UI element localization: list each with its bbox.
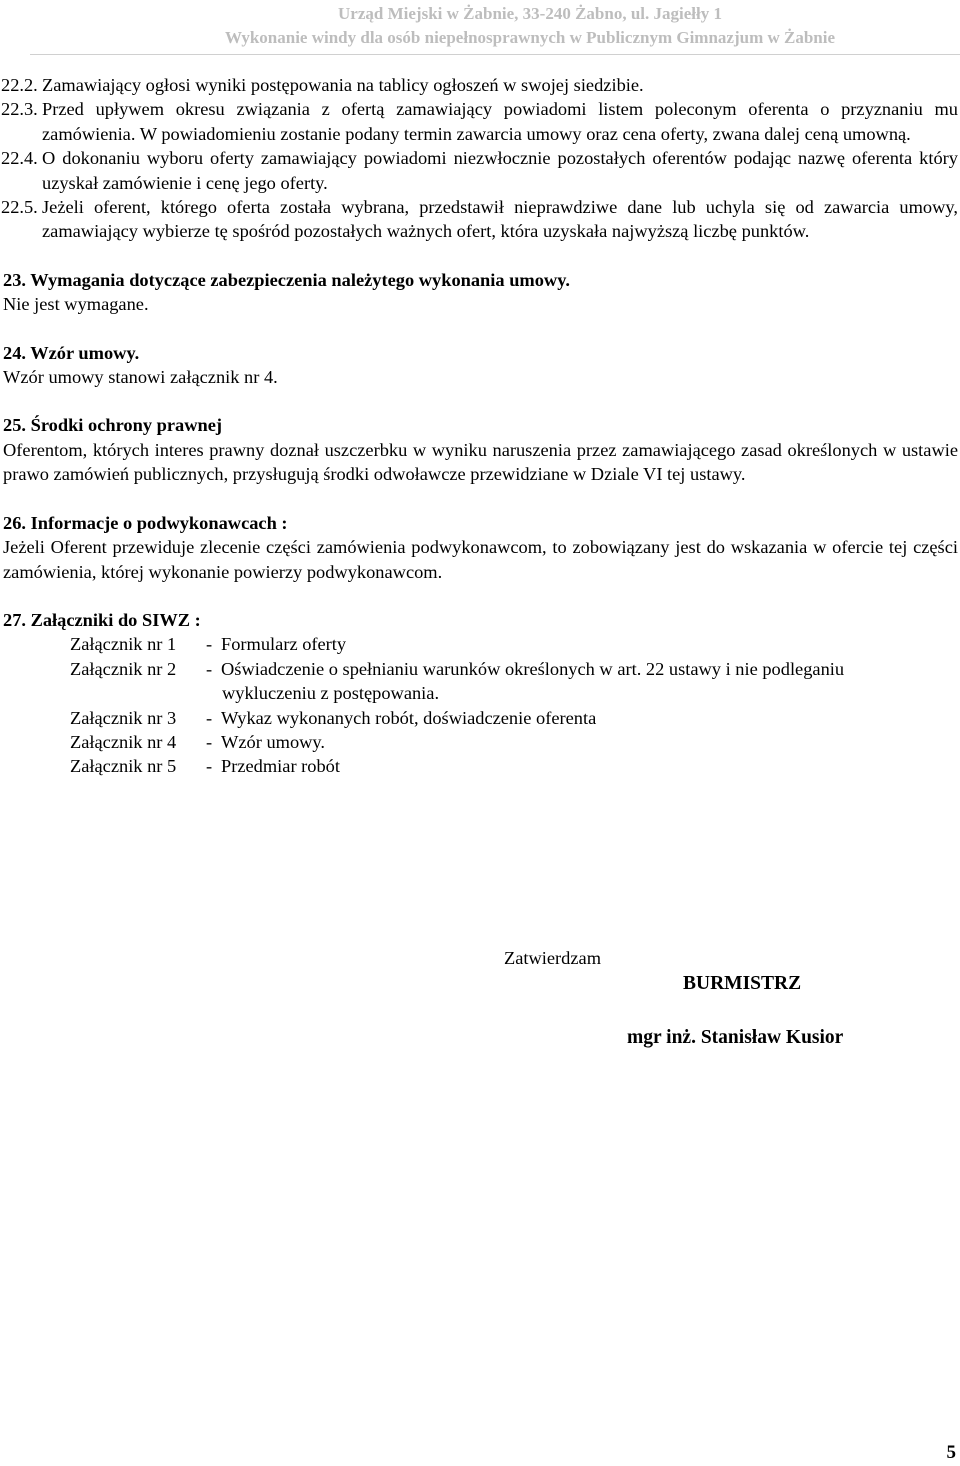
- section-24-contract-template: [0, 341, 958, 390]
- attachment-1: [0, 632, 958, 656]
- section-heading: 24. Wzór umowy.: [3, 342, 140, 363]
- attachment-dash: -: [206, 707, 213, 728]
- clause-text: Jeżeli oferent, którego oferta została wybrana, przedstawił nieprawdziwe dane lub uchyla się od zawarcia umowy, zamawiający wybierze tę spośród pozostałych ważnych ofert, która uzyskała najwyższą liczbę punktów.: [42, 197, 958, 242]
- attachment-label: Załącznik nr 1: [70, 634, 177, 655]
- section-heading: 25. Środki ochrony prawnej: [3, 415, 223, 436]
- header-address: Urząd Miejski w Żabnie, 33-240 Żabno, ul. Jagiełły 1: [338, 4, 722, 23]
- clause-text: O dokonaniu wyboru oferty zamawiający powiadomi niezwłocznie pozostałych oferentów podając nazwę oferenta który uzyskał zamówienie i cenę jego oferty.: [42, 148, 958, 193]
- attachment-dash: -: [206, 731, 213, 752]
- clause-text: Przed upływem okresu związania z ofertą zamawiający powiadomi listem poleconym oferenta o przyznaniu mu zamówienia. W powiadomieniu zostanie podany termin zawarcia umowy oraz cena oferty, zwana dalej ceną umowną.: [42, 99, 958, 144]
- header-project-title: Wykonanie windy dla osób niepełnosprawnych w Publicznym Gimnazjum w Żabnie: [224, 28, 836, 47]
- attachment-dash: -: [206, 658, 213, 679]
- attachment-description-continued: wykluczeniu z postępowania.: [222, 683, 440, 704]
- attachment-4: [0, 730, 958, 754]
- header-divider: [30, 54, 960, 55]
- document-body: [0, 73, 958, 779]
- signature-name: mgr inż. Stanisław Kusior: [627, 1027, 844, 1048]
- clause-number: 22.5.: [1, 197, 38, 218]
- signature-role: BURMISTRZ: [683, 973, 802, 994]
- clause-22-4: [0, 146, 958, 195]
- clause-text: Zamawiający ogłosi wyniki postępowania na tablicy ogłoszeń w swojej siedzibie.: [42, 75, 644, 95]
- page-number: 5: [946, 1442, 956, 1463]
- attachment-description: Przedmiar robót: [221, 756, 340, 777]
- attachment-label: Załącznik nr 2: [70, 658, 177, 679]
- section-25-legal-remedies: [0, 413, 958, 486]
- section-26-subcontractors: [0, 511, 958, 584]
- section-body: Jeżeli Oferent przewiduje zlecenie części zamówienia podwykonawcom, to zobowiązany jest do wskazania w ofercie tej części zamówienia, której wykonanie powierzy podwykonawcom.: [3, 537, 958, 582]
- attachment-label: Załącznik nr 5: [70, 756, 177, 777]
- attachment-description: Wzór umowy.: [221, 731, 326, 752]
- clause-number: 22.3.: [1, 99, 38, 120]
- clause-22-3: [0, 97, 958, 146]
- attachment-5: [0, 754, 958, 778]
- attachment-description: Formularz oferty: [221, 634, 347, 655]
- attachment-dash: -: [206, 756, 213, 777]
- section-heading: 23. Wymagania dotyczące zabezpieczenia należytego wykonania umowy.: [3, 269, 570, 290]
- signature-approve-label: Zatwierdzam: [504, 948, 602, 968]
- clause-22-2: [0, 73, 958, 97]
- attachment-3: [0, 706, 958, 730]
- clause-number: 22.4.: [1, 148, 38, 169]
- section-heading: 26. Informacje o podwykonawcach :: [3, 512, 288, 533]
- page-header: [0, 2, 960, 50]
- section-body: Wzór umowy stanowi załącznik nr 4.: [3, 367, 278, 388]
- attachment-description: Wykaz wykonanych robót, doświadczenie oferenta: [221, 707, 597, 728]
- clause-22-5: [0, 195, 958, 244]
- attachment-label: Załącznik nr 3: [70, 707, 177, 728]
- attachment-description: Oświadczenie o spełnianiu warunków określonych w art. 22 ustawy i nie podleganiu: [221, 658, 845, 679]
- section-body: Oferentom, których interes prawny doznał uszczerbku w wyniku naruszenia przez zamawiającego zasad określonych w ustawie prawo zamówień publicznych, przysługują środki odwoławcze przewidziane w Dziale VI tej ustawy.: [3, 439, 958, 485]
- section-body: Nie jest wymagane.: [3, 294, 149, 315]
- attachment-dash: -: [206, 634, 213, 655]
- attachments-heading: 27. Załączniki do SIWZ :: [3, 609, 201, 630]
- section-23-security: [0, 268, 958, 317]
- attachment-label: Załącznik nr 4: [70, 731, 177, 752]
- clause-number: 22.2.: [1, 75, 38, 95]
- attachment-2: [0, 657, 958, 706]
